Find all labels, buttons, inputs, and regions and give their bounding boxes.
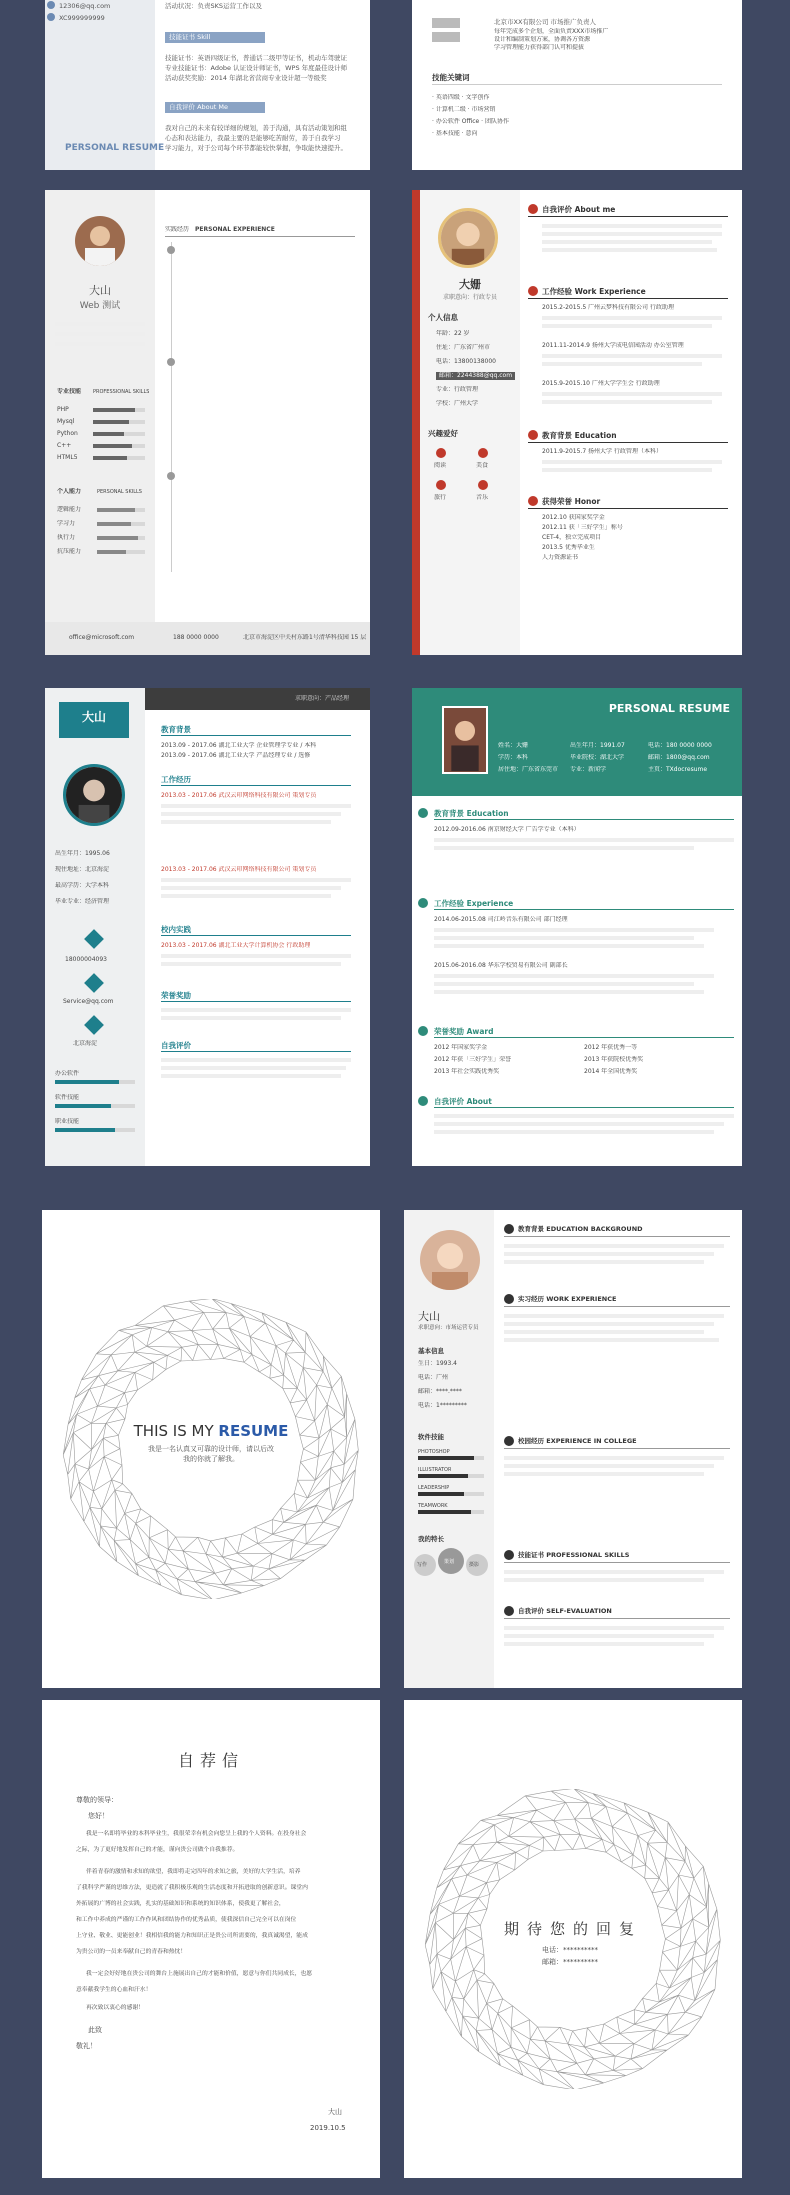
card2-row-0: · 英语四级 · 文字创作 bbox=[432, 94, 490, 101]
card1-about-line-1: 心态和表达能力，我最主要的是能够吃苦耐劳，善于自我学习 bbox=[165, 134, 341, 142]
card8-line-0 bbox=[504, 1236, 730, 1237]
card3-skill-1: Mysql bbox=[57, 418, 75, 425]
card4-info-2: 电话：13800138000 bbox=[436, 358, 496, 365]
card8-work-bar-2 bbox=[504, 1330, 704, 1334]
card3-info-bar-3 bbox=[55, 342, 145, 346]
card3-hobby-bar-1 bbox=[97, 522, 145, 526]
card5-section-0: 教育背景 bbox=[161, 725, 191, 734]
card5-line-1 bbox=[161, 785, 351, 786]
book-icon bbox=[436, 448, 446, 458]
card1-about-line-2: 学习能力，对于公司每个环节都能较快掌握，争取能快速提升。 bbox=[165, 144, 347, 152]
card8-role: 求职意向：市场运营专员 bbox=[418, 1325, 479, 1331]
card6-award-0: 2012 年国家奖学金 bbox=[434, 1044, 488, 1051]
card6-award-3: 2013 年获院校优秀奖 bbox=[584, 1056, 644, 1063]
card4-section-dot-1 bbox=[528, 286, 538, 296]
card6-line-2 bbox=[434, 1037, 734, 1038]
card5-skill-label-1: 软件技能 bbox=[55, 1094, 80, 1101]
plane-icon bbox=[436, 480, 446, 490]
graduation-icon bbox=[418, 808, 428, 818]
card2-right-3: 学习管理能力获得部门认可和提拔 bbox=[494, 44, 585, 51]
card6-job-bar-5 bbox=[434, 990, 704, 994]
card5-info-2: 最高学历：大学本科 bbox=[55, 882, 110, 889]
card8-section-dot-2 bbox=[504, 1436, 514, 1446]
card3-skill-bar-1 bbox=[93, 420, 145, 424]
letter-title: 自荐信 bbox=[177, 1751, 244, 1770]
card4-honor-0: 2012.10 获国家奖学金 bbox=[542, 514, 605, 521]
card6-info-6: 居住地：广东省东莞市 bbox=[498, 766, 559, 773]
card5-skill-label-2: 职业技能 bbox=[55, 1118, 80, 1125]
card4-section-line-1 bbox=[528, 298, 728, 299]
card8-college-bar-1 bbox=[504, 1464, 714, 1468]
card5-line-2 bbox=[161, 935, 351, 936]
card8-hobby-title: 我的特长 bbox=[418, 1535, 444, 1543]
card6-edu-bar-0 bbox=[434, 838, 734, 842]
card5-about-bar-1 bbox=[161, 1066, 346, 1070]
card8-info-2: 邮箱：****.**** bbox=[418, 1388, 462, 1395]
card4-hobby-0: 阅读 bbox=[434, 462, 447, 469]
letter-p10: 再次致以衷心的感谢！ bbox=[86, 2005, 144, 2011]
card8-section-1: 实习经历 WORK EXPERIENCE bbox=[518, 1295, 617, 1303]
resume-card-5[interactable] bbox=[45, 688, 370, 1166]
card6-edu-bar-1 bbox=[434, 846, 694, 850]
card5-avatar bbox=[63, 764, 125, 826]
card4-work-bar-5 bbox=[542, 400, 712, 404]
card2-right-2: 设计和编制策划方案，协调各方资源 bbox=[494, 36, 591, 43]
card5-section-2: 校内实践 bbox=[161, 925, 191, 934]
card8-work-bar-3 bbox=[504, 1338, 719, 1342]
card4-work-1: 2011.11-2014.9 扬州大学成电信园活动 办公室管理 bbox=[542, 342, 684, 349]
reply-title: 期待您的回复 bbox=[503, 1920, 642, 1938]
card2-row-1: · 计算机二级 · 市场营销 bbox=[432, 106, 496, 113]
resume-card-1[interactable] bbox=[45, 0, 370, 170]
card6-about-bar-0 bbox=[434, 1114, 734, 1118]
card8-cert-bar-1 bbox=[504, 1578, 704, 1582]
card6-award-1: 2012 年获优秀一等 bbox=[584, 1044, 638, 1051]
letter-p7: 为贵公司的一员来奉献自己的青春和热忱！ bbox=[76, 1949, 187, 1955]
card3-hobby-2: 执行力 bbox=[57, 534, 76, 541]
card6-photo bbox=[442, 706, 488, 774]
card5-about-bar-0 bbox=[161, 1058, 351, 1062]
card8-skill-bar-3 bbox=[418, 1510, 484, 1514]
letter-signature: 大山 bbox=[328, 2108, 342, 2116]
card8-line-2 bbox=[504, 1448, 730, 1449]
card8-cert-bar-0 bbox=[504, 1570, 724, 1574]
card8-section-dot-0 bbox=[504, 1224, 514, 1234]
card3-email: office@microsoft.com bbox=[69, 634, 135, 641]
card4-section-dot-3 bbox=[528, 496, 538, 506]
card6-award-4: 2013 年社会实践优秀奖 bbox=[434, 1068, 500, 1075]
card8-edu-bar-0 bbox=[504, 1244, 724, 1248]
resume-card-2[interactable] bbox=[412, 0, 742, 170]
card5-skill-bar-0 bbox=[55, 1080, 135, 1084]
card1-skill-line-1: 技能证书：英语四级证书，普通话二级甲等证书，机动车驾驶证 bbox=[165, 54, 347, 62]
card6-line-3 bbox=[434, 1107, 734, 1108]
card6-section-1: 工作经验 Experience bbox=[434, 899, 514, 908]
card8-self-bar-2 bbox=[504, 1642, 704, 1646]
card6-section-2: 荣誉奖励 Award bbox=[434, 1027, 494, 1036]
card3-name: 大山 bbox=[89, 284, 111, 297]
card8-line-4 bbox=[504, 1618, 730, 1619]
card3-hobby-3: 抗压能力 bbox=[57, 548, 82, 555]
card6-job-1: 2014.06-2015.08 司江岭音乐有限公司 部门经理 bbox=[434, 916, 568, 923]
card1-email: 12306@qq.com bbox=[59, 2, 111, 10]
reply-phone: 电话：********** bbox=[542, 1946, 598, 1954]
card3-skill-bar-2 bbox=[93, 432, 145, 436]
card6-info-3: 学历：本科 bbox=[498, 754, 529, 761]
card4-accent-bar bbox=[412, 190, 420, 655]
card8-skill-2: LEADERSHIP bbox=[418, 1485, 450, 1491]
card3-skill-bar-0 bbox=[93, 408, 145, 412]
card3-skill-en: PROFESSIONAL SKILLS bbox=[93, 389, 150, 395]
card3-section-cn: 实践经历 bbox=[165, 226, 190, 233]
card5-job-bar-2 bbox=[161, 820, 331, 824]
card3-skill-4: HTML5 bbox=[57, 454, 78, 461]
card8-skill-0: PHOTOSHOP bbox=[418, 1449, 450, 1455]
card5-edu-0: 2013.09 - 2017.06 湖北工业大学 企业管理学专业 / 本科 bbox=[161, 742, 317, 749]
card3-info-bar-1 bbox=[55, 322, 145, 326]
card6-info-4: 毕业院校：湖北大学 bbox=[570, 754, 625, 761]
resume-card-8[interactable] bbox=[404, 1210, 742, 1688]
card4-hobby-3: 音乐 bbox=[476, 494, 489, 501]
card8-line-3 bbox=[504, 1562, 730, 1563]
card5-about-bar-2 bbox=[161, 1074, 341, 1078]
card3-skill-0: PHP bbox=[57, 406, 69, 413]
card5-job-bar-5 bbox=[161, 894, 331, 898]
card6-section-3: 自我评价 About bbox=[434, 1097, 492, 1106]
card4-name: 大姗 bbox=[459, 278, 481, 291]
card6-job-bar-4 bbox=[434, 982, 694, 986]
card5-edu-1: 2013.09 - 2017.06 湖北工业大学 产品经理专业 / 选修 bbox=[161, 752, 311, 759]
card1-skill-title: 技能证书 Skill bbox=[169, 33, 211, 41]
card6-line-0 bbox=[434, 819, 734, 820]
card4-section-3: 获得荣誉 Honor bbox=[542, 497, 601, 506]
card1-phone: XC999999999 bbox=[59, 14, 105, 22]
card4-work-2: 2015.9-2015.10 广州大学学生会 行政助理 bbox=[542, 380, 660, 387]
card6-job-bar-3 bbox=[434, 974, 714, 978]
card5-job-1: 2013.03 - 2017.06 武汉云印网络科技有限公司 策划专员 bbox=[161, 866, 317, 873]
card8-line-1 bbox=[504, 1306, 730, 1307]
card5-skill-bar-1 bbox=[55, 1104, 135, 1108]
card2-tag-1 bbox=[432, 18, 460, 28]
trophy-icon bbox=[418, 1026, 428, 1036]
card4-hobby-1: 美食 bbox=[476, 462, 489, 469]
card5-info-0: 出生年月：1995.06 bbox=[55, 850, 110, 857]
card4-hobby-title: 兴趣爱好 bbox=[428, 429, 458, 438]
card1-about-line-0: 我对自己的未来有较详细的规划，善于沟通，具有活动策划和组 bbox=[165, 124, 347, 132]
card8-info-3: 电话：1********* bbox=[418, 1402, 467, 1409]
card3-address: 北京市海淀区中关村东路1号清华科技园 15 层 bbox=[243, 634, 367, 641]
card8-skill-1: ILLUSTRATOR bbox=[418, 1467, 452, 1473]
letter-closing-1: 此致 bbox=[88, 2026, 102, 2034]
card5-job-bar-4 bbox=[161, 886, 341, 890]
card4-section-line-0 bbox=[528, 216, 728, 217]
card3-hobby-bar-2 bbox=[97, 536, 145, 540]
card4-info-5: 学校：广州大学 bbox=[436, 400, 479, 407]
card5-line-3 bbox=[161, 1001, 351, 1002]
card5-job-0: 2013.03 - 2017.06 武汉云印网络科技有限公司 策划专员 bbox=[161, 792, 317, 799]
card3-avatar bbox=[75, 216, 125, 266]
card8-college-bar-0 bbox=[504, 1456, 724, 1460]
card8-section-0: 教育背景 EDUCATION BACKGROUND bbox=[518, 1225, 643, 1233]
letter-p3: 了我科学严谨的思维方法，更造就了我积极乐观的生活态度和开拓进取的创新意识。课堂内 bbox=[76, 1885, 308, 1891]
card8-section-4: 自我评价 SELF-EVALUATION bbox=[518, 1607, 612, 1615]
card6-award-5: 2014 年全国优秀奖 bbox=[584, 1068, 638, 1075]
card6-job-bar-1 bbox=[434, 936, 694, 940]
card6-award-2: 2012 年获「三好学生」荣誉 bbox=[434, 1056, 512, 1063]
cover-letter[interactable] bbox=[42, 1700, 380, 2178]
resume-card-4[interactable] bbox=[412, 190, 742, 655]
phone-icon bbox=[47, 13, 55, 21]
card4-section-line-3 bbox=[528, 508, 728, 509]
card6-info-7: 专业：新闻学 bbox=[570, 766, 607, 773]
card4-section-2: 教育背景 Education bbox=[542, 431, 617, 440]
letter-p0: 我是一名即将毕业的本科毕业生，我很荣幸有机会向您呈上我的个人资料。在投身社会 bbox=[86, 1831, 307, 1837]
food-icon bbox=[478, 448, 488, 458]
card5-skill-bar-2 bbox=[55, 1128, 135, 1132]
reply-email: 邮箱：********** bbox=[542, 1958, 598, 1966]
card5-header-right: 求职意向：产品经理 bbox=[295, 695, 350, 702]
card8-name: 大山 bbox=[418, 1310, 440, 1323]
card8-skill-3: TEAMWORK bbox=[418, 1503, 448, 1509]
card8-skill-title: 软件技能 bbox=[418, 1433, 444, 1441]
letter-p4: 外拓展的广博的社会实践，扎实的基础知识和系统的知识体系，使我更了解社会， bbox=[76, 1901, 285, 1907]
card8-work-bar-1 bbox=[504, 1322, 714, 1326]
card4-section-0: 自我评价 About me bbox=[542, 205, 616, 214]
card6-about-bar-1 bbox=[434, 1122, 724, 1126]
card8-info-1: 电话：广州 bbox=[418, 1374, 449, 1381]
card8-hobby-2: 摄影 bbox=[469, 1562, 480, 1568]
card2-row-2: · 办公软件 Office · 团队协作 bbox=[432, 118, 509, 125]
card8-work-bar-0 bbox=[504, 1314, 724, 1318]
card8-self-bar-1 bbox=[504, 1634, 714, 1638]
card4-role: 求职意向：行政专员 bbox=[442, 294, 497, 301]
card4-info-0: 年龄：22 岁 bbox=[436, 330, 470, 337]
card8-section-dot-1 bbox=[504, 1294, 514, 1304]
letter-greeting: 尊敬的领导： bbox=[76, 1796, 118, 1804]
card1-brand: PERSONAL RESUME bbox=[65, 143, 165, 153]
card8-skill-bar-1 bbox=[418, 1474, 484, 1478]
card4-edu: 2011.9-2015.7 扬州大学 行政管理（本科） bbox=[542, 448, 662, 455]
geometric-ring-2 bbox=[423, 1789, 723, 2089]
card4-info-title: 个人信息 bbox=[428, 313, 458, 322]
card6-info-1: 出生年月：1991.07 bbox=[570, 742, 625, 749]
card8-hobby-0: 写作 bbox=[417, 1562, 428, 1568]
card5-name: 大山 bbox=[81, 710, 106, 724]
card6-section-0: 教育背景 Education bbox=[434, 809, 509, 818]
card3-hobby-title: 个人能力 bbox=[57, 488, 82, 495]
card4-about-bar-0 bbox=[542, 224, 722, 228]
thank-you-page[interactable] bbox=[404, 1700, 742, 2178]
card8-avatar bbox=[420, 1230, 480, 1290]
card8-self-bar-0 bbox=[504, 1626, 724, 1630]
ring-mesh bbox=[425, 1789, 720, 2089]
card5-addr: 北京海淀 bbox=[73, 1040, 98, 1047]
card2-tag-2 bbox=[432, 32, 460, 42]
resume-card-3[interactable] bbox=[45, 190, 370, 655]
card8-section-2: 校园经历 EXPERIENCE IN COLLEGE bbox=[518, 1437, 637, 1445]
letter-p8: 我一定会好好地在贵公司的舞台上施展出自己的才能和价值，愿意与你们共同成长，也愿 bbox=[86, 1971, 313, 1977]
card4-section-dot-2 bbox=[528, 430, 538, 440]
card4-work-bar-1 bbox=[542, 324, 712, 328]
card3-phone: 188 0000 0000 bbox=[173, 634, 219, 641]
mail-icon bbox=[47, 1, 55, 9]
resume-card-6[interactable] bbox=[412, 688, 742, 1166]
card3-skill-3: C++ bbox=[57, 442, 72, 449]
card1-skill-line-0: 活动状况：负责SKS运营工作以及 bbox=[165, 2, 263, 10]
card4-work-bar-0 bbox=[542, 316, 722, 320]
card4-avatar bbox=[438, 208, 498, 268]
card5-section-4: 自我评价 bbox=[161, 1041, 191, 1050]
letter-p6: 上守业、敬业、更能创业！我相信我的能力和知识正是贵公司所需要的，我真诚渴望，能成 bbox=[76, 1933, 308, 1939]
card5-line-4 bbox=[161, 1051, 351, 1052]
card6-brand: PERSONAL RESUME bbox=[608, 702, 730, 715]
headphones-icon bbox=[478, 480, 488, 490]
card6-info-5: 邮箱：1800@qq.com bbox=[648, 754, 710, 761]
card4-about-bar-2 bbox=[542, 240, 712, 244]
card6-edu: 2012.09-2016.06 南京财经大学 广告学专业（本科） bbox=[434, 826, 580, 833]
card2-row-3: · 基本技能 · 意向 bbox=[432, 130, 478, 137]
briefcase-icon bbox=[418, 898, 428, 908]
cover-subtitle-2: 我的你就了解我。 bbox=[183, 1455, 239, 1463]
card8-info-title: 基本信息 bbox=[418, 1347, 444, 1355]
card1-skill-line-2: 专业技能证书：Adobe 认证设计师证书，WPS 年度最佳设计师 bbox=[165, 64, 348, 72]
card4-honor-2: CET-4，独立完成项目 bbox=[542, 534, 602, 541]
letter-p5: 和工作中养成的严谨的工作作风和团结协作的优秀品质，使我深信自己完全可以在岗位 bbox=[76, 1917, 297, 1923]
card8-edu-bar-2 bbox=[504, 1260, 704, 1264]
card6-job-2: 2015.06-2016.08 华东学校贸易有限公司 副部长 bbox=[434, 962, 568, 969]
card2-divider bbox=[432, 84, 722, 85]
card4-edu-bar-0 bbox=[542, 460, 722, 464]
card5-job-2: 2013.03 - 2017.06 湖北工业大学计算机协会 行政助理 bbox=[161, 942, 311, 949]
card4-honor-1: 2012.11 获「三好学生」称号 bbox=[542, 524, 623, 531]
card5-section-1: 工作经历 bbox=[161, 775, 191, 784]
card3-section-line bbox=[165, 236, 355, 237]
card4-work-0: 2015.2-2015.5 广州云梦科技有限公司 行政助理 bbox=[542, 304, 674, 311]
card3-section-en: PERSONAL EXPERIENCE bbox=[195, 226, 275, 233]
card8-skill-bar-0 bbox=[418, 1456, 484, 1460]
card5-award-bar-0 bbox=[161, 1008, 351, 1012]
card5-info-1: 现住地址：北京海淀 bbox=[55, 866, 110, 873]
letter-closing-2: 敬礼！ bbox=[76, 2042, 97, 2050]
card1-about-title: 自我评价 About Me bbox=[169, 103, 228, 111]
letter-date: 2019.10.5 bbox=[310, 2124, 346, 2132]
card3-skill-bar-4 bbox=[93, 456, 145, 460]
card3-skill-bar-3 bbox=[93, 444, 145, 448]
card4-hobby-2: 旅行 bbox=[434, 494, 447, 501]
card5-award-bar-1 bbox=[161, 1016, 341, 1020]
card8-section-3: 技能证书 PROFESSIONAL SKILLS bbox=[518, 1551, 630, 1559]
card3-timeline-dot-2 bbox=[167, 358, 175, 366]
card5-job-bar-7 bbox=[161, 962, 341, 966]
card4-work-bar-4 bbox=[542, 392, 722, 396]
card5-info-3: 毕业专业：经济管理 bbox=[55, 898, 110, 905]
card5-section-3: 荣誉奖励 bbox=[161, 991, 191, 1000]
card4-honor-3: 2013.5 优秀毕业生 bbox=[542, 544, 595, 551]
card6-line-1 bbox=[434, 909, 734, 910]
card4-honor-4: 人力资源证书 bbox=[542, 554, 579, 561]
letter-p1: 之际，为了更好地发挥自己的才能，谨向贵公司做个自我推荐。 bbox=[76, 1847, 239, 1853]
card3-timeline-dot-1 bbox=[167, 246, 175, 254]
card5-phone: 18000004093 bbox=[65, 956, 107, 963]
card5-email: Service@qq.com bbox=[63, 998, 114, 1005]
card1-skill-line-3: 活动获奖奖励：2014 年湖北省营商专业设计超一等级奖 bbox=[165, 74, 327, 82]
card6-info-0: 姓名：大姗 bbox=[498, 742, 529, 749]
card4-info-4: 专业：行政管理 bbox=[436, 386, 479, 393]
card8-hobby-1: 策划 bbox=[444, 1559, 455, 1565]
cover-subtitle-1: 我是一名认真又可靠的设计师，请以后改 bbox=[148, 1445, 274, 1453]
card5-skill-label-0: 办公软件 bbox=[55, 1070, 80, 1077]
card4-about-bar-3 bbox=[542, 248, 717, 252]
card6-info-2: 电话：180 0000 0000 bbox=[648, 742, 712, 749]
card2-right-1: 每年完成多个企划，全面负责XXX市场推广 bbox=[494, 28, 609, 35]
card4-about-bar-1 bbox=[542, 232, 722, 236]
card2-right-0: 北京市XX有限公司 市场推广负责人 bbox=[494, 18, 596, 26]
card6-job-bar-2 bbox=[434, 944, 704, 948]
card8-college-bar-2 bbox=[504, 1472, 704, 1476]
card3-timeline-dot-3 bbox=[167, 472, 175, 480]
card4-work-bar-2 bbox=[542, 354, 722, 358]
card6-about-bar-2 bbox=[434, 1130, 714, 1134]
resume-cover[interactable] bbox=[42, 1210, 380, 1688]
card3-skill-2: Python bbox=[57, 430, 78, 437]
card6-info-8: 主页：TXdocresume bbox=[648, 766, 708, 773]
card4-section-1: 工作经验 Work Experience bbox=[542, 287, 646, 296]
person-icon bbox=[418, 1096, 428, 1106]
letter-p2: 伴着青春的激情和求知的欲望，我即将走完四年的求知之旅，美好的大学生活，培养 bbox=[86, 1869, 301, 1875]
card4-info-3: 邮箱：2244388@qq.com bbox=[436, 372, 515, 380]
card4-section-line-2 bbox=[528, 442, 728, 443]
card5-job-bar-6 bbox=[161, 954, 351, 958]
card3-info-bar-2 bbox=[55, 332, 145, 336]
letter-p9: 意奉献我学生的心血和汗水！ bbox=[76, 1987, 152, 1993]
cover-title: THIS IS MY RESUME bbox=[133, 1422, 289, 1440]
card3-hobby-en: PERSONAL SKILLS bbox=[97, 489, 142, 495]
card8-skill-bar-2 bbox=[418, 1492, 484, 1496]
card8-section-dot-4 bbox=[504, 1606, 514, 1616]
card5-job-bar-1 bbox=[161, 812, 341, 816]
card3-timeline bbox=[171, 242, 172, 572]
card8-info-0: 生日：1993.4 bbox=[418, 1360, 457, 1367]
card3-hobby-bar-0 bbox=[97, 508, 145, 512]
card3-role: Web 测试 bbox=[79, 301, 121, 311]
card3-hobby-1: 学习力 bbox=[57, 520, 76, 527]
card4-work-bar-3 bbox=[542, 362, 702, 366]
card4-section-dot-0 bbox=[528, 204, 538, 214]
card8-edu-bar-1 bbox=[504, 1252, 714, 1256]
card8-section-dot-3 bbox=[504, 1550, 514, 1560]
card3-hobby-0: 逻辑能力 bbox=[57, 506, 82, 513]
card4-info-1: 住址：广东省广州市 bbox=[436, 344, 491, 351]
letter-hello: 您好！ bbox=[88, 1812, 109, 1820]
card4-edu-bar-1 bbox=[542, 468, 712, 472]
card5-job-bar-0 bbox=[161, 804, 351, 808]
card5-line-0 bbox=[161, 735, 351, 736]
card3-hobby-bar-3 bbox=[97, 550, 145, 554]
card6-job-bar-0 bbox=[434, 928, 714, 932]
card3-skill-title: 专业技能 bbox=[57, 388, 82, 395]
card2-label: 技能关键词 bbox=[432, 73, 470, 82]
card5-job-bar-3 bbox=[161, 878, 351, 882]
